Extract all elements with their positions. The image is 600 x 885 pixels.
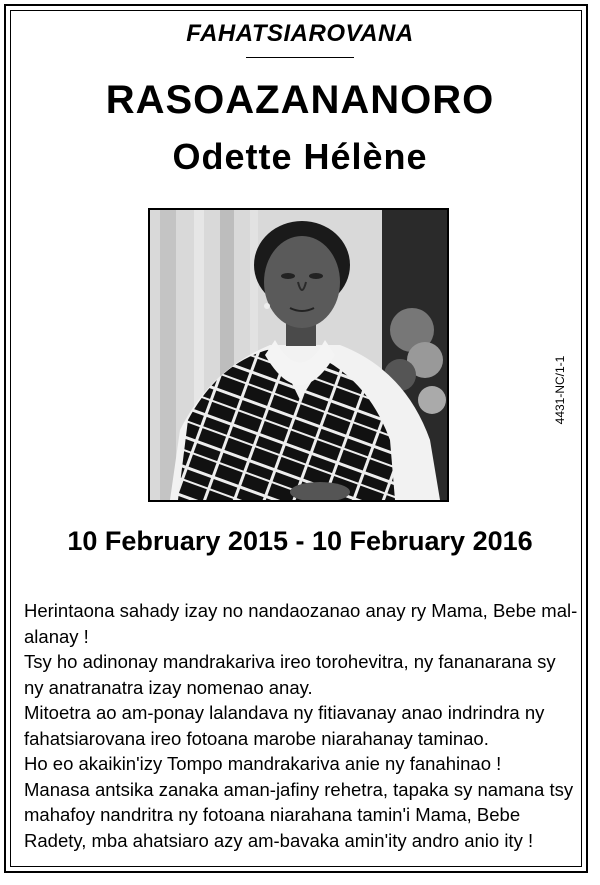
memorial-dates: 10 February 2015 - 10 February 2016 (67, 526, 533, 556)
header-title: FAHATSIAROVANA (186, 20, 414, 47)
memorial-message (24, 598, 576, 853)
deceased-given-names: Odette Hélène (172, 136, 428, 177)
header-underline (246, 57, 354, 58)
message-line: Mitoetra ao am-ponay lalandava ny fitiavanay anao indrindra ny (24, 702, 545, 723)
message-line: Herintaona sahady izay no nandaozanao anay ry Mama, Bebe mal- (24, 600, 578, 621)
reference-code: 4431-NC/1-1 (553, 355, 567, 425)
message-line: Ho eo akaikin'izy Tompo mandrakariva anie ny fanahinao ! (24, 753, 502, 774)
message-line: mahafoy nandritra ny fotoana niarahana tamin'i Mama, Bebe (24, 804, 521, 825)
message-line: Radety, mba ahatsiaro azy am-bavaka amin'ity andro anio ity ! (24, 829, 534, 851)
message-line: ny anatranatra izay nomenao anay. (24, 676, 313, 698)
message-line: Manasa antsika zanaka aman-jafiny rehetra, tapaka sy namana tsy (24, 778, 574, 800)
message-line: Tsy ho adinonay mandrakariva ireo torohevitra, ny fananarana sy (24, 651, 556, 672)
message-line: fahatsiarovana ireo fotoana marobe niarahanay taminao. (24, 727, 489, 749)
portrait-photo (148, 208, 449, 502)
message-line: alanay ! (24, 625, 89, 647)
deceased-surname: RASOAZANANORO (105, 78, 495, 122)
